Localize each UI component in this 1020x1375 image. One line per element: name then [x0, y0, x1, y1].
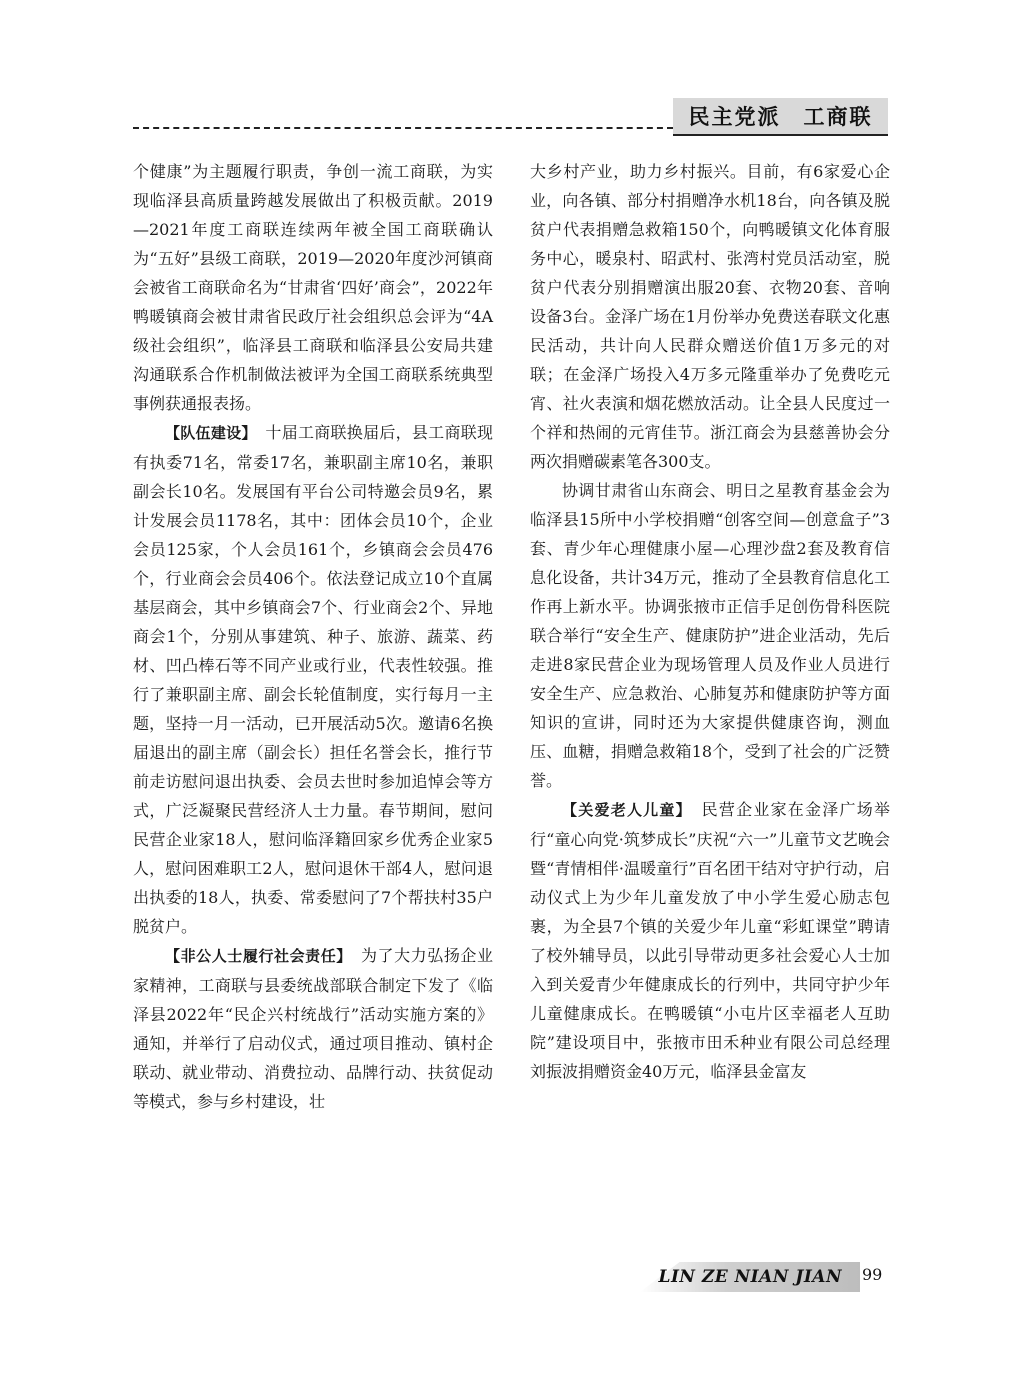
section-title: 民主党派 工商联: [688, 105, 873, 129]
left-column: [133, 157, 493, 1116]
care-elderly-children-body: 民营企业家在金泽广场举行“童心向党·筑梦成长”庆祝“六一”儿童节文艺晚会暨“青情相伴·温暖童行”百名团干结对守护行动，启动仪式上为少年儿童发放了中小学生爱心励志包裹，为全县7个镇的关爱少年儿童“彩虹课堂”聘请了校外辅导员，以此引导带动更多社会爱心人士加入到关爱青少年健康成长的行列中，共同守护少年儿童健康成长。在鸭暖镇“小屯片区幸福老人互助院”建设项目中，张掖市田禾种业有限公司总经理刘振波捐赠资金40万元，临泽县金富友: [530, 800, 890, 1081]
right-paragraph-1: 大乡村产业，助力乡村振兴。目前，有6家爱心企业，向各镇、部分村捐赠净水机18台，向各镇及脱贫户代表捐赠急救箱150个，向鸭暖镇文化体育服务中心，暖泉村、昭武村、张湾村党员活动室，脱贫户代表分别捐赠演出服20套、衣物20套、音响设备3台。金泽广场在1月份举办免费送春联文化惠民活动，共计向人民群众赠送价值1万多元的对联；在金泽广场投入4万多元隆重举办了免费吃元宵、社火表演和烟花燃放活动。让全县人民度过一个祥和热闹的元宵佳节。浙江商会为县慈善协会分两次捐赠碳素笔各300支。: [530, 162, 890, 471]
left-paragraph-2: [133, 418, 493, 941]
right-column: [530, 157, 890, 1086]
care-elderly-children-heading: 【关爱老人儿童】: [562, 801, 685, 819]
right-paragraph-2: 协调甘肃省山东商会、明日之星教育基金会为临泽县15所中小学校捐赠“创客空间—创意盒子”3套、青少年心理健康小屋—心理沙盘2套及教育信息化设备，共计34万元，推动了全县教育信息化工作再上新水平。协调张掖市正信手足创伤骨科医院联合举行“安全生产、健康防护”进企业活动，先后走进8家民营企业为现场管理人员及作业人员进行安全生产、应急救治、心肺复苏和健康防护等方面知识的宣讲，同时还为大家提供健康咨询，测血压、血糖，捐赠急救箱18个，受到了社会的广泛赞誉。: [530, 481, 890, 790]
footer-running-title: [650, 1259, 886, 1295]
section-header: [673, 98, 888, 136]
team-building-body: 十届工商联换届后，县工商联现有执委71名，常委17名，兼职副主席10名，兼职副会长10名。发展国有平台公司特邀会员9名，累计发展会员1178名，其中：团体会员10个，企业会员125家，个人会员161个，乡镇商会会员476个，行业商会会员406个。依法登记成立10个直属基层商会，其中乡镇商会7个、行业商会2个、异地商会1个，分别从事建筑、种子、旅游、蔬菜、药材、凹凸棒石等不同产业或行业，代表性较强。推行了兼职副主席、副会长轮值制度，实行每月一主题，坚持一月一活动，已开展活动5次。邀请6名换届退出的副主席（副会长）担任名誉会长，推行节前走访慰问退出执委、会员去世时参加追悼会等方式，广泛凝聚民营经济人士力量。春节期间，慰问民营企业家18人，慰问临泽籍回家乡优秀企业家5人，慰问困难职工2人，慰问退休干部4人，慰问退出执委的18人，执委、常委慰问了7个帮扶村35户脱贫户。: [133, 423, 493, 936]
header-dashed-rule: [133, 127, 673, 129]
social-responsibility-body: 为了大力弘扬企业家精神，工商联与县委统战部联合制定下发了《临泽县2022年“民企兴村统战行”活动实施方案的》通知，并举行了启动仪式，通过项目推动、镇村企联动、就业带动、消费拉动、品牌行动、扶贫促动等模式，参与乡村建设，壮: [133, 946, 493, 1111]
left-paragraph-3: [133, 941, 493, 1116]
page-number: 99: [862, 1265, 883, 1284]
running-title-text: LIN ZE NIAN JIAN: [658, 1267, 842, 1287]
left-paragraph-1: 个健康”为主题履行职责，争创一流工商联，为实现临泽县高质量跨越发展做出了积极贡献。2019—2021年度工商联连续两年被全国工商联确认为“五好”县级工商联，2019—2020年度沙河镇商会被省工商联命名为“甘肃省‘四好’商会”，2022年鸭暖镇商会被甘肃省民政厅社会组织总会评为“4A级社会组织”，临泽县工商联和临泽县公安局共建沟通联系合作机制做法被评为全国工商联系统典型事例获通报表扬。: [133, 162, 493, 413]
right-paragraph-3: [530, 795, 890, 1086]
team-building-heading: 【队伍建设】: [165, 424, 250, 442]
social-responsibility-heading: 【非公人士履行社会责任】: [165, 947, 345, 965]
